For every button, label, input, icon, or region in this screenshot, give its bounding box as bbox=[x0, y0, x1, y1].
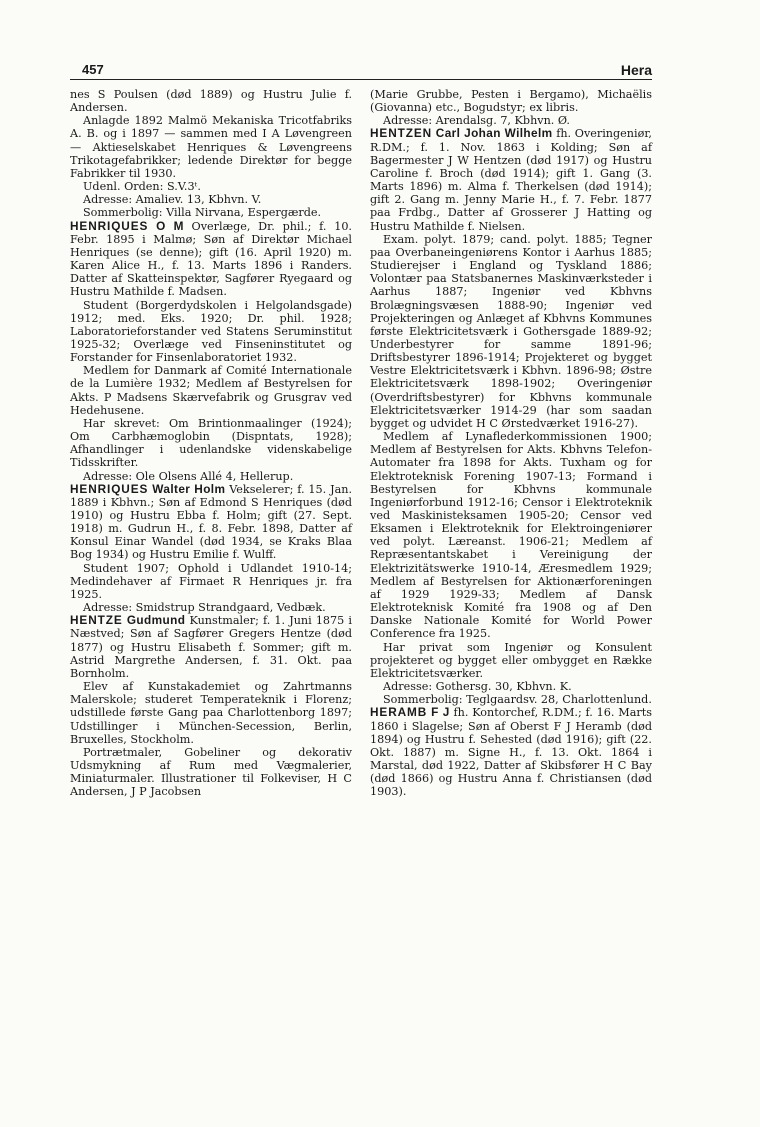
paragraph-text: Student 1907; Ophold i Udlandet 1910-14; Medindehaver af Firmaet R Henriques jr. fra 1925. bbox=[70, 561, 352, 601]
entry-heading-paragraph bbox=[70, 220, 352, 299]
left-column bbox=[70, 88, 352, 798]
entry-paragraph bbox=[370, 680, 652, 693]
entry-name bbox=[70, 613, 185, 627]
paragraph-text: Overlæge, Dr. phil.; f. 10. Febr. 1895 i Malmø; Søn af Direktør Michael Henriques (se denne); gift (16. April 1920) m. Karen Alice H., f. 13. Marts 1896 i Randers. Datter af Skatteinspektør, Sagfører Ryegaard og Hustru Mathilde f. Madsen. bbox=[70, 219, 352, 299]
paragraph-text: (Marie Grubbe, Pesten i Bergamo), Michaëlis (Giovanna) etc., Bogudstyr; ex libris. bbox=[370, 88, 652, 115]
paragraph-text: Udenl. Orden: S.V.3ᵗ. bbox=[83, 180, 201, 194]
entry-given-names: O M bbox=[156, 218, 184, 233]
paragraph-text: Anlagde 1892 Malmö Mekaniska Tricotfabriks A. B. og i 1897 — sammen med I A Løvengreen — Aktieselskabet Henriques & Løvengreens Trikotagefabrikker; ledende Direktør for begge Fabrikker til 1930. bbox=[70, 114, 352, 180]
paragraph-text: Kunstmaler; f. 1. Juni 1875 i Næstved; Søn af Sagfører Gregers Hentze (død 1877) og Hustru Elisabeth f. Sommer; gift m. Astrid Margrethe Andersen, f. 31. Okt. paa Bornholm. bbox=[70, 614, 352, 680]
paragraph-text: Sommerbolig: Villa Nirvana, Espergærde. bbox=[83, 206, 322, 220]
paragraph-text: Adresse: Smidstrup Strandgaard, Vedbæk. bbox=[83, 601, 326, 615]
paragraph-text: Sommerbolig: Teglgaardsv. 28, Charlottenlund. bbox=[383, 693, 652, 707]
running-head: Hera bbox=[620, 62, 652, 78]
paragraph-text: Medlem af Lynaflederkommissionen 1900; Medlem af Bestyrelsen for Akts. Kbhvns Telefon-Automater fra 1898 for Akts. Tuxham og for Elektroteknisk Forening 1907-13; Formand i Bestyrelsen for Kbhvns kommunale Ingeniørforbund 1912-16; Censor i Elektroteknik ved Maskinisteksamen 1905-20; Censor ved Eksamen i Elektroteknik for Elektroingeniører ved polyt. Læreanst. 1906-21; Medlem af Repræsentantskabet i Vereinigung der Elektrizitätswerke 1910-14, Æresmedlem 1929; Medlem af Bestyrelsen for Aktionærforeningen af 1929 1929-33; Medlem af Dansk Elektroteknisk Komité fra 1908 og af Den Danske Nationale Komité for World Power Conference fra 1925. bbox=[370, 430, 652, 641]
entry-surname: HENTZEN bbox=[370, 126, 433, 141]
entry-heading-paragraph bbox=[70, 614, 352, 680]
entry-heading-paragraph bbox=[370, 127, 652, 232]
entry-given-names: Walter Holm bbox=[152, 481, 226, 496]
entry-name bbox=[70, 482, 225, 496]
paragraph-text: Har privat som Ingeniør og Konsulent projekteret og bygget eller ombygget en Række Elektricitetsværker. bbox=[370, 640, 652, 680]
entry-paragraph bbox=[70, 562, 352, 601]
paragraph-text: Adresse: Ole Olsens Allé 4, Hellerup. bbox=[83, 469, 294, 483]
entry-paragraph bbox=[370, 430, 652, 641]
paragraph-text: Portrætmaler, Gobeliner og dekorativ Udsmykning af Rum med Vægmalerier, Miniaturmaler. Illustrationer til Folkeviser, H C Andersen, J P Jacobsen bbox=[70, 745, 352, 799]
paragraph-text: Adresse: Gothersg. 30, Kbhvn. K. bbox=[383, 680, 572, 694]
paragraph-text: fh. Overingeniør, R.DM.; f. 1. Nov. 1863 i Kolding; Søn af Bagermester J W Hentzen (død 1917) og Hustru Caroline f. Broch (død 1914); gift 1. Gang (3. Marts 1896) m. Alma f. Therkelsen (død 1914); gift 2. Gang m. Jenny Marie H., f. 7. Febr. 1877 paa Frdbg., Datter af Grosserer J Hatting og Hustru Mathilde f. Nielsen. bbox=[370, 127, 652, 233]
right-column bbox=[370, 88, 652, 798]
paragraph-text: nes S Poulsen (død 1889) og Hustru Julie f. Andersen. bbox=[70, 88, 352, 115]
entry-given-names: Gudmund bbox=[126, 613, 186, 628]
entry-name bbox=[70, 219, 184, 233]
paragraph-text: Adresse: Arendalsg. 7, Kbhvn. Ø. bbox=[383, 114, 570, 128]
entry-paragraph bbox=[370, 641, 652, 680]
entry-name bbox=[370, 126, 553, 140]
entry-given-names: F J bbox=[431, 705, 450, 720]
entry-paragraph bbox=[370, 233, 652, 430]
paragraph-text: fh. Kontorchef, R.DM.; f. 16. Marts 1860 i Slagelse; Søn af Oberst F J Heramb (død 1894) og Hustru f. Sehested (død 1916); gift (22. Okt. 1887) m. Signe H., f. 13. Okt. 1864 i Marstal, død 1922, Datter af Skibsfører H C Bay (død 1866) og Hustru Anna f. Christiansen (død 1903). bbox=[370, 706, 652, 799]
paragraph-text: Adresse: Amaliev. 13, Kbhvn. V. bbox=[83, 193, 262, 207]
entry-paragraph bbox=[370, 88, 652, 114]
entry-paragraph bbox=[70, 193, 352, 206]
entry-surname: HENTZE bbox=[70, 613, 123, 628]
paragraph-text: Exam. polyt. 1879; cand. polyt. 1885; Tegner paa Overbaneingeniørens Kontor i Aarhus 1885; Studierejser i England og Tyskland 1886; Volontær paa Statsbanernes Maskinværksteder i Aarhus 1887; Ingeniør ved Kbhvns Brolægningsvæsen 1888-90; Ingeniør ved Projekteringen og Anlæget af Kbhvns Kommunes første Elektricitetsværk i Gothersgade 1889-92; Underbestyrer for samme 1891-96; Driftsbestyrer 1896-1914; Projekteret og bygget Vestre Elektricitetsværk i Kbhvn. 1896-98; Østre Elektricitetsværk 1898-1902; Overingeniør (Overdriftsbestyrer) for Kbhvns kommunale Elektricitetsværker 1914-29 (har som saadan bygget og udvidet H C Ørstedværket 1916-27). bbox=[370, 232, 652, 430]
header-rule bbox=[70, 79, 652, 80]
entry-name bbox=[370, 705, 450, 719]
entry-surname: HENRIQUES bbox=[70, 481, 149, 496]
entry-surname: HERAMB bbox=[370, 705, 428, 720]
paragraph-text: Vekselerer; f. 15. Jan. 1889 i Kbhvn.; Søn af Edmond S Henriques (død 1910) og Hustru Ebba f. Holm; gift (27. Sept. 1918) m. Gudrun H., f. 8. Febr. 1898, Datter af Konsul Einar Wandel (død 1934, se Kraks Blaa Bog 1934) og Hustru Emilie f. Wulff. bbox=[70, 482, 352, 562]
entry-given-names: Carl Johan Wilhelm bbox=[435, 126, 553, 141]
entry-paragraph bbox=[70, 180, 352, 193]
paragraph-text: Student (Borgerdydskolen i Helgolandsgade) 1912; med. Eks. 1920; Dr. phil. 1928; Laboratorieforstander ved Statens Seruminstitut 1925-32; Overlæge ved Finseninstitutet og Forstander for Finsenlaboratoriet 1932. bbox=[70, 298, 352, 365]
entry-surname: HENRIQUES bbox=[70, 218, 149, 233]
entry-paragraph bbox=[70, 88, 352, 114]
entry-paragraph bbox=[70, 114, 352, 180]
paragraph-text: Medlem for Danmark af Comité Internationale de la Lumière 1932; Medlem af Bestyrelsen for Akts. P Madsens Skærvefabrik og Grusgrav ved Hedehusene. bbox=[70, 364, 352, 417]
entry-heading-paragraph bbox=[70, 483, 352, 562]
entry-paragraph bbox=[70, 417, 352, 470]
entry-paragraph bbox=[70, 364, 352, 417]
entry-paragraph bbox=[70, 299, 352, 365]
paragraph-text: Har skrevet: Om Brintionmaalinger (1924); Om Carbhæmoglobin (Dispntats, 1928); Afhandlinger i udenlandske videnskabelige Tidsskrifter. bbox=[70, 416, 352, 470]
paragraph-text: Elev af Kunstakademiet og Zahrtmanns Malerskole; studeret Temperateknik i Florenz; udstillede første Gang paa Charlottenborg 1897; Udstillinger i München-Secession, Berlin, Bruxelles, Stockholm. bbox=[70, 680, 352, 746]
entry-paragraph bbox=[70, 680, 352, 746]
page-number: 457 bbox=[82, 62, 104, 77]
entry-paragraph bbox=[70, 746, 352, 799]
entry-heading-paragraph bbox=[370, 706, 652, 798]
